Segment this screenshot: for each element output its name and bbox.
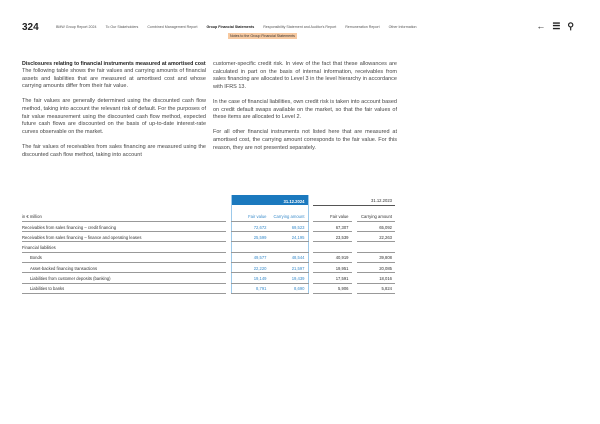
- col-fair-2024: Fair value: [231, 205, 270, 221]
- table-row: [22, 221, 395, 231]
- carrying-amount-2023: 39,808: [357, 252, 396, 262]
- fair-value-2023: 17,591: [313, 273, 352, 283]
- carrying-amount-2023: 20,085: [357, 262, 396, 272]
- fair-value-2024: 49,577: [231, 252, 270, 262]
- table-row: [22, 252, 395, 262]
- fair-value-2024: 25,599: [231, 232, 270, 242]
- left-column: [22, 61, 206, 167]
- header-2023: 31.12.2023: [313, 195, 395, 205]
- row-label: Financial liabilities: [22, 242, 226, 252]
- row-label: Asset-backed financing transactions: [22, 262, 226, 272]
- fair-value-2024: [231, 242, 270, 252]
- carrying-amount-2024: 8,690: [270, 283, 309, 293]
- row-label: Bonds: [22, 252, 226, 262]
- table-row: [22, 232, 395, 242]
- fair-value-2023: 23,539: [313, 232, 352, 242]
- nav-report[interactable]: BMW Group Report 2024: [56, 25, 97, 29]
- nav-financial-statements[interactable]: Group Financial Statements: [206, 25, 255, 29]
- fair-value-2024: 22,220: [231, 262, 270, 272]
- paragraph: customer-specific credit risk. In view of the fact that these allowances are calculated in part on the basis of internal information, receivables from sales financing are allocated to Level 3 in the level hierarchy in accordance with IFRS 13.: [213, 61, 397, 90]
- top-nav: [56, 25, 417, 29]
- fair-value-2023: 5,906: [313, 283, 352, 293]
- row-label: Receivables from sales financing – finance and operating leases: [22, 232, 226, 242]
- fair-value-2023: 40,919: [313, 252, 352, 262]
- fair-value-2024: 8,791: [231, 283, 270, 293]
- carrying-amount-2023: 22,263: [357, 232, 396, 242]
- nav-stakeholders[interactable]: To Our Stakeholders: [105, 25, 139, 29]
- fair-value-2024: 19,149: [231, 273, 270, 283]
- row-label: Liabilities from customer deposits (banking): [22, 273, 226, 283]
- table-row: [22, 283, 395, 293]
- subnav-notes[interactable]: Notes to the Group Financial Statements: [230, 34, 295, 38]
- menu-icon[interactable]: ☰: [552, 21, 561, 31]
- paragraph: For all other financial instruments not listed here that are measured at amortised cost, the carrying amount corresponds to the fair value. For this reason, they are not presented separately.: [213, 129, 397, 151]
- col-carrying-2024: Carrying amount: [270, 205, 309, 221]
- table-row: [22, 273, 395, 283]
- nav-other[interactable]: Other Information: [388, 25, 417, 29]
- carrying-amount-2024: 21,597: [270, 262, 309, 272]
- paragraph: The following table shows the fair values and carrying amounts of financial assets and liabilities that are measured at amortised cost and whose carrying amounts differ from their fair value.: [22, 68, 206, 90]
- carrying-amount-2023: 65,092: [357, 221, 396, 231]
- back-arrow-icon[interactable]: ←: [536, 21, 546, 31]
- fair-value-2023: [313, 242, 352, 252]
- carrying-amount-2024: 24,195: [270, 232, 309, 242]
- header-2024: 31.12.2024: [231, 195, 308, 205]
- fair-value-2023: 67,307: [313, 221, 352, 231]
- page-number: 324: [22, 22, 39, 33]
- col-carrying-2023: Carrying amount: [357, 205, 396, 221]
- nav-remuneration[interactable]: Remuneration Report: [345, 25, 380, 29]
- carrying-amount-2024: [270, 242, 309, 252]
- row-label: Receivables from sales financing – credit financing: [22, 221, 226, 231]
- carrying-amount-2024: 19,439: [270, 273, 309, 283]
- fair-value-2024: 72,672: [231, 221, 270, 231]
- table-row: [22, 242, 395, 252]
- paragraph: The fair values are generally determined using the discounted cash flow method, taking into account the relevant risk of default. For the purposes of fair value measurement using the discounted cash flow method, expected future cash flows are discounted on the basis of up-to-date interest-rate curves observable on the market.: [22, 98, 206, 135]
- unit-label: in € million: [22, 205, 226, 221]
- carrying-amount-2023: [357, 242, 396, 252]
- paragraph: The fair values of receivables from sales financing are measured using the discounted cash flow method, taking into account: [22, 143, 206, 158]
- carrying-amount-2024: 48,544: [270, 252, 309, 262]
- search-icon[interactable]: ⚲: [567, 21, 574, 31]
- nav-management-report[interactable]: Combined Management Report: [147, 25, 198, 29]
- row-label: Liabilities to banks: [22, 283, 226, 293]
- carrying-amount-2024: 69,523: [270, 221, 309, 231]
- carrying-amount-2023: 18,016: [357, 273, 396, 283]
- fair-value-table: [22, 195, 395, 294]
- carrying-amount-2023: 5,824: [357, 283, 396, 293]
- col-fair-2023: Fair value: [313, 205, 352, 221]
- paragraph: In the case of financial liabilities, own credit risk is taken into account based on credit default swaps available on the market, so that the fair values of these items are allocated to Level 2.: [213, 98, 397, 121]
- section-heading: Disclosures relating to financial instruments measured at amortised cost: [22, 61, 206, 67]
- nav-responsibility[interactable]: Responsibility Statement and Auditor's Report: [263, 25, 337, 29]
- table-row: [22, 262, 395, 272]
- fair-value-2023: 19,951: [313, 262, 352, 272]
- right-column: [213, 61, 397, 160]
